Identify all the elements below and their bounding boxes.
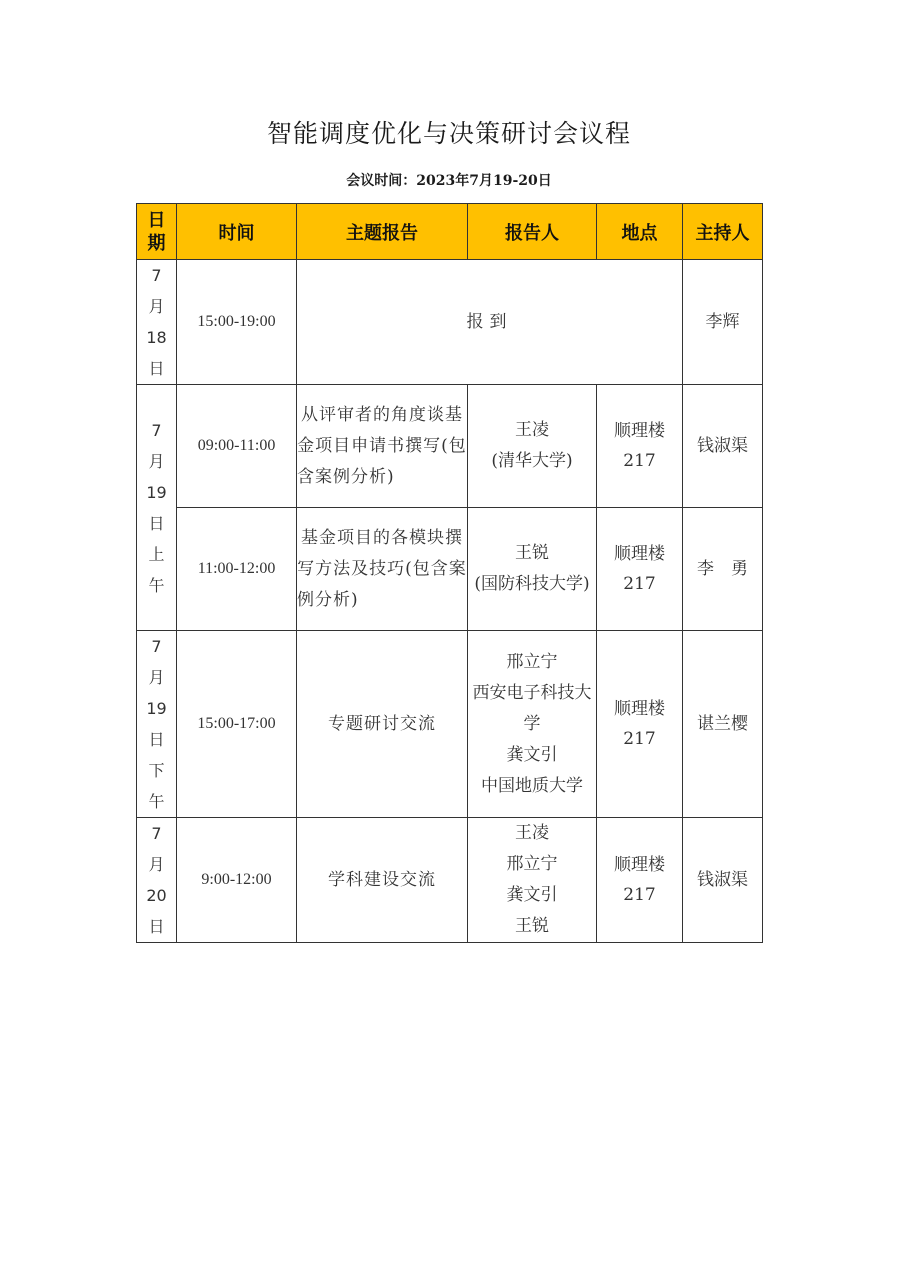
reporter-cell: 王凌 (清华大学) bbox=[468, 385, 597, 508]
table-row bbox=[137, 508, 763, 631]
place-cell: 顺理楼 217 bbox=[597, 818, 683, 943]
header-host: 主持人 bbox=[683, 204, 763, 260]
header-place: 地点 bbox=[597, 204, 683, 260]
time-cell: 11:00-12:00 bbox=[177, 508, 297, 631]
reporter-cell: 王锐 (国防科技大学) bbox=[468, 508, 597, 631]
date-cell: 7月19日下午 bbox=[137, 631, 177, 818]
place-cell: 顺理楼 217 bbox=[597, 631, 683, 818]
host-cell: 谌兰樱 bbox=[683, 631, 763, 818]
table-row bbox=[137, 260, 763, 385]
time-cell: 15:00-17:00 bbox=[177, 631, 297, 818]
header-time: 时间 bbox=[177, 204, 297, 260]
table-row bbox=[137, 818, 763, 943]
time-cell: 9:00-12:00 bbox=[177, 818, 297, 943]
page-title: 智能调度优化与决策研讨会议程 bbox=[266, 119, 631, 148]
table-row bbox=[137, 631, 763, 818]
header-row bbox=[137, 204, 763, 260]
topic-cell: 基金项目的各模块撰写方法及技巧(包含案例分析) bbox=[297, 508, 468, 631]
header-date: 日期 bbox=[137, 204, 177, 260]
agenda-table bbox=[136, 203, 763, 943]
place-cell: 顺理楼 217 bbox=[597, 508, 683, 631]
place-cell: 顺理楼 217 bbox=[597, 385, 683, 508]
date-cell: 7月18日 bbox=[137, 260, 177, 385]
host-cell: 李 勇 bbox=[683, 508, 763, 631]
table-row bbox=[137, 385, 763, 508]
reporter-cell: 邢立宁 西安电子科技大学 龚文引 中国地质大学 bbox=[468, 631, 597, 818]
topic-cell: 学科建设交流 bbox=[297, 818, 468, 943]
date-cell: 7月19日上午 bbox=[137, 385, 177, 631]
time-cell: 09:00-11:00 bbox=[177, 385, 297, 508]
meeting-time: 会议时间：2023年7月19-20日 bbox=[346, 173, 552, 189]
topic-cell: 专题研讨交流 bbox=[297, 631, 468, 818]
time-cell: 15:00-19:00 bbox=[177, 260, 297, 385]
header-reporter: 报告人 bbox=[468, 204, 597, 260]
host-cell: 李辉 bbox=[683, 260, 763, 385]
host-cell: 钱淑渠 bbox=[683, 385, 763, 508]
topic-cell: 从评审者的角度谈基金项目申请书撰写(包含案例分析) bbox=[297, 385, 468, 508]
date-cell: 7月20日 bbox=[137, 818, 177, 943]
header-topic: 主题报告 bbox=[297, 204, 468, 260]
reporter-cell: 王凌 邢立宁 龚文引 王锐 bbox=[468, 818, 597, 943]
topic-cell: 报到 bbox=[297, 260, 683, 385]
host-cell: 钱淑渠 bbox=[683, 818, 763, 943]
